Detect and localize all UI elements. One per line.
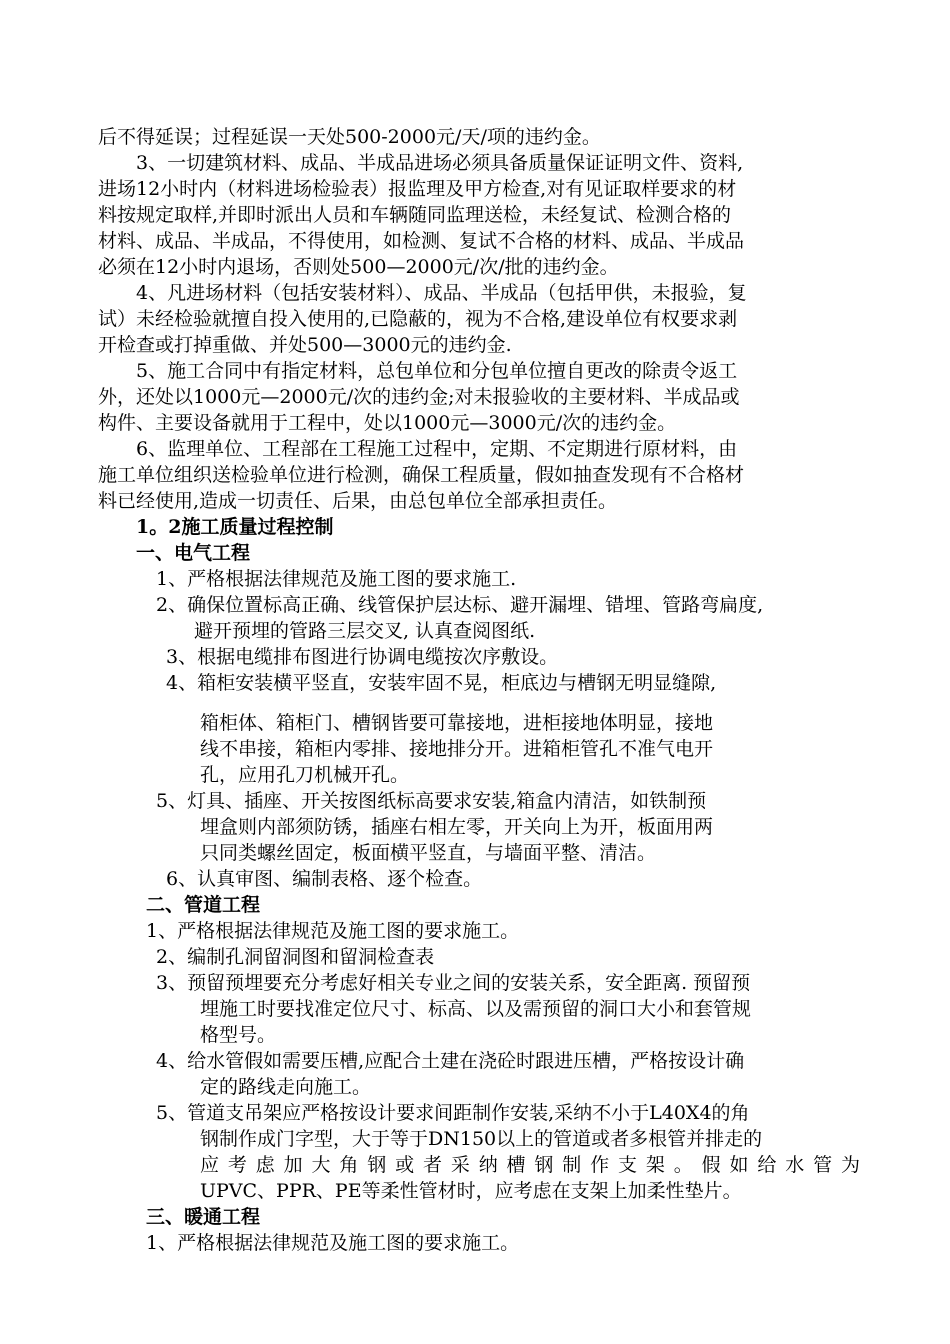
list-item-continuation: UPVC、PPR、PE等柔性管材时，应考虑在支架上加柔性垫片。 <box>200 1180 742 1202</box>
list-item: 2、确保位置标高正确、线管保护层达标、避开漏埋、错埋、管路弯扁度, <box>156 594 764 616</box>
text-line: 5、施工合同中有指定材料，总包单位和分包单位擅自更改的除责令返工 <box>136 360 738 382</box>
list-item: 1、严格根据法律规范及施工图的要求施工。 <box>146 920 520 942</box>
list-item: 3、根据电缆排布图进行协调电缆按次序敷设。 <box>166 646 559 668</box>
text-line: 3、一切建筑材料、成品、半成品进场必须具备质量保证证明文件、资料, <box>136 152 744 174</box>
text-line: 材料、成品、半成品，不得使用，如检测、复试不合格的材料、成品、半成品 <box>98 230 745 252</box>
text-line: 必须在12小时内退场，否则处500—2000元/次/批的违约金。 <box>98 256 619 278</box>
list-item-continuation: 埋盒则内部须防锈，插座右相左零，开关向上为开，板面用两 <box>200 816 714 838</box>
list-item: 4、给水管假如需要压槽,应配合土建在浇砼时跟进压槽，严格按设计确 <box>156 1050 745 1072</box>
list-item-continuation: 箱柜体、箱柜门、槽钢皆要可靠接地，进柜接地体明显，接地 <box>200 712 714 734</box>
section-heading: 1。2施工质量过程控制 <box>136 516 334 538</box>
subsection-heading: 二、管道工程 <box>146 894 261 916</box>
list-item-continuation: 孔，应用孔刀机械开孔。 <box>200 764 410 786</box>
list-item: 2、编制孔洞留洞图和留洞检查表 <box>156 946 435 968</box>
subsection-heading: 三、暖通工程 <box>146 1206 261 1228</box>
text-line: 开检查或打掉重做、并处500—3000元的违约金. <box>98 334 512 356</box>
list-item: 1、严格根据法律规范及施工图的要求施工. <box>156 568 517 590</box>
text-line: 4、凡进场材料（包括安装材料）、成品、半成品（包括甲供，未报验，复 <box>136 282 747 304</box>
text-line: 料已经使用,造成一切责任、后果，由总包单位全部承担责任。 <box>98 490 618 512</box>
text-line: 构件、主要设备就用于工程中，处以1000元—3000元/次的违约金。 <box>98 412 677 434</box>
list-item-continuation: 格型号。 <box>200 1024 277 1046</box>
list-item-continuation: 线不串接，箱柜内零排、接地排分开。进箱柜管孔不准气电开 <box>200 738 714 760</box>
text-line: 料按规定取样,并即时派出人员和车辆随同监理送检，未经复试、检测合格的 <box>98 204 732 226</box>
list-item-continuation: 避开预埋的管路三层交叉, 认真查阅图纸. <box>194 620 536 642</box>
list-item-continuation: 埋施工时要找准定位尺寸、标高、以及需预留的洞口大小和套管规 <box>200 998 752 1020</box>
list-item: 5、灯具、插座、开关按图纸标高要求安装,箱盒内清洁，如铁制预 <box>156 790 707 812</box>
list-item-continuation: 只同类螺丝固定，板面横平竖直，与墙面平整、清洁。 <box>200 842 657 864</box>
list-item-continuation: 应考虑加大角钢或者采纳槽钢制作支架。假如给水管为 <box>200 1154 860 1176</box>
text-line: 6、监理单位、工程部在工程施工过程中，定期、不定期进行原材料，由 <box>136 438 738 460</box>
text-line: 后不得延误；过程延误一天处500-2000元/天/项的违约金。 <box>98 126 601 148</box>
list-item-continuation: 定的路线走向施工。 <box>200 1076 372 1098</box>
list-item: 1、严格根据法律规范及施工图的要求施工。 <box>146 1232 520 1254</box>
list-item: 6、认真审图、编制表格、逐个检查。 <box>166 868 483 890</box>
text-line: 进场12小时内（材料进场检验表）报监理及甲方检查,对有见证取样要求的材 <box>98 178 737 200</box>
list-item: 5、管道支吊架应严格按设计要求间距制作安装,采纳不小于L40X4的角 <box>156 1102 750 1124</box>
subsection-heading: 一、电气工程 <box>136 542 251 564</box>
list-item-continuation: 钢制作成门字型，大于等于DN150以上的管道或者多根管并排走的 <box>200 1128 763 1150</box>
text-line: 外，还处以1000元—2000元/次的违约金;对未报验收的主要材料、半成品或 <box>98 386 740 408</box>
text-line: 试）未经检验就擅自投入使用的,已隐蔽的，视为不合格,建设单位有权要求剥 <box>98 308 738 330</box>
list-item: 3、预留预埋要充分考虑好相关专业之间的安装关系，安全距离. 预留预 <box>156 972 751 994</box>
list-item: 4、箱柜安装横平竖直，安装牢固不晃，柜底边与槽钢无明显缝隙, <box>166 672 717 694</box>
text-line: 施工单位组织送检验单位进行检测，确保工程质量，假如抽查发现有不合格材 <box>98 464 745 486</box>
